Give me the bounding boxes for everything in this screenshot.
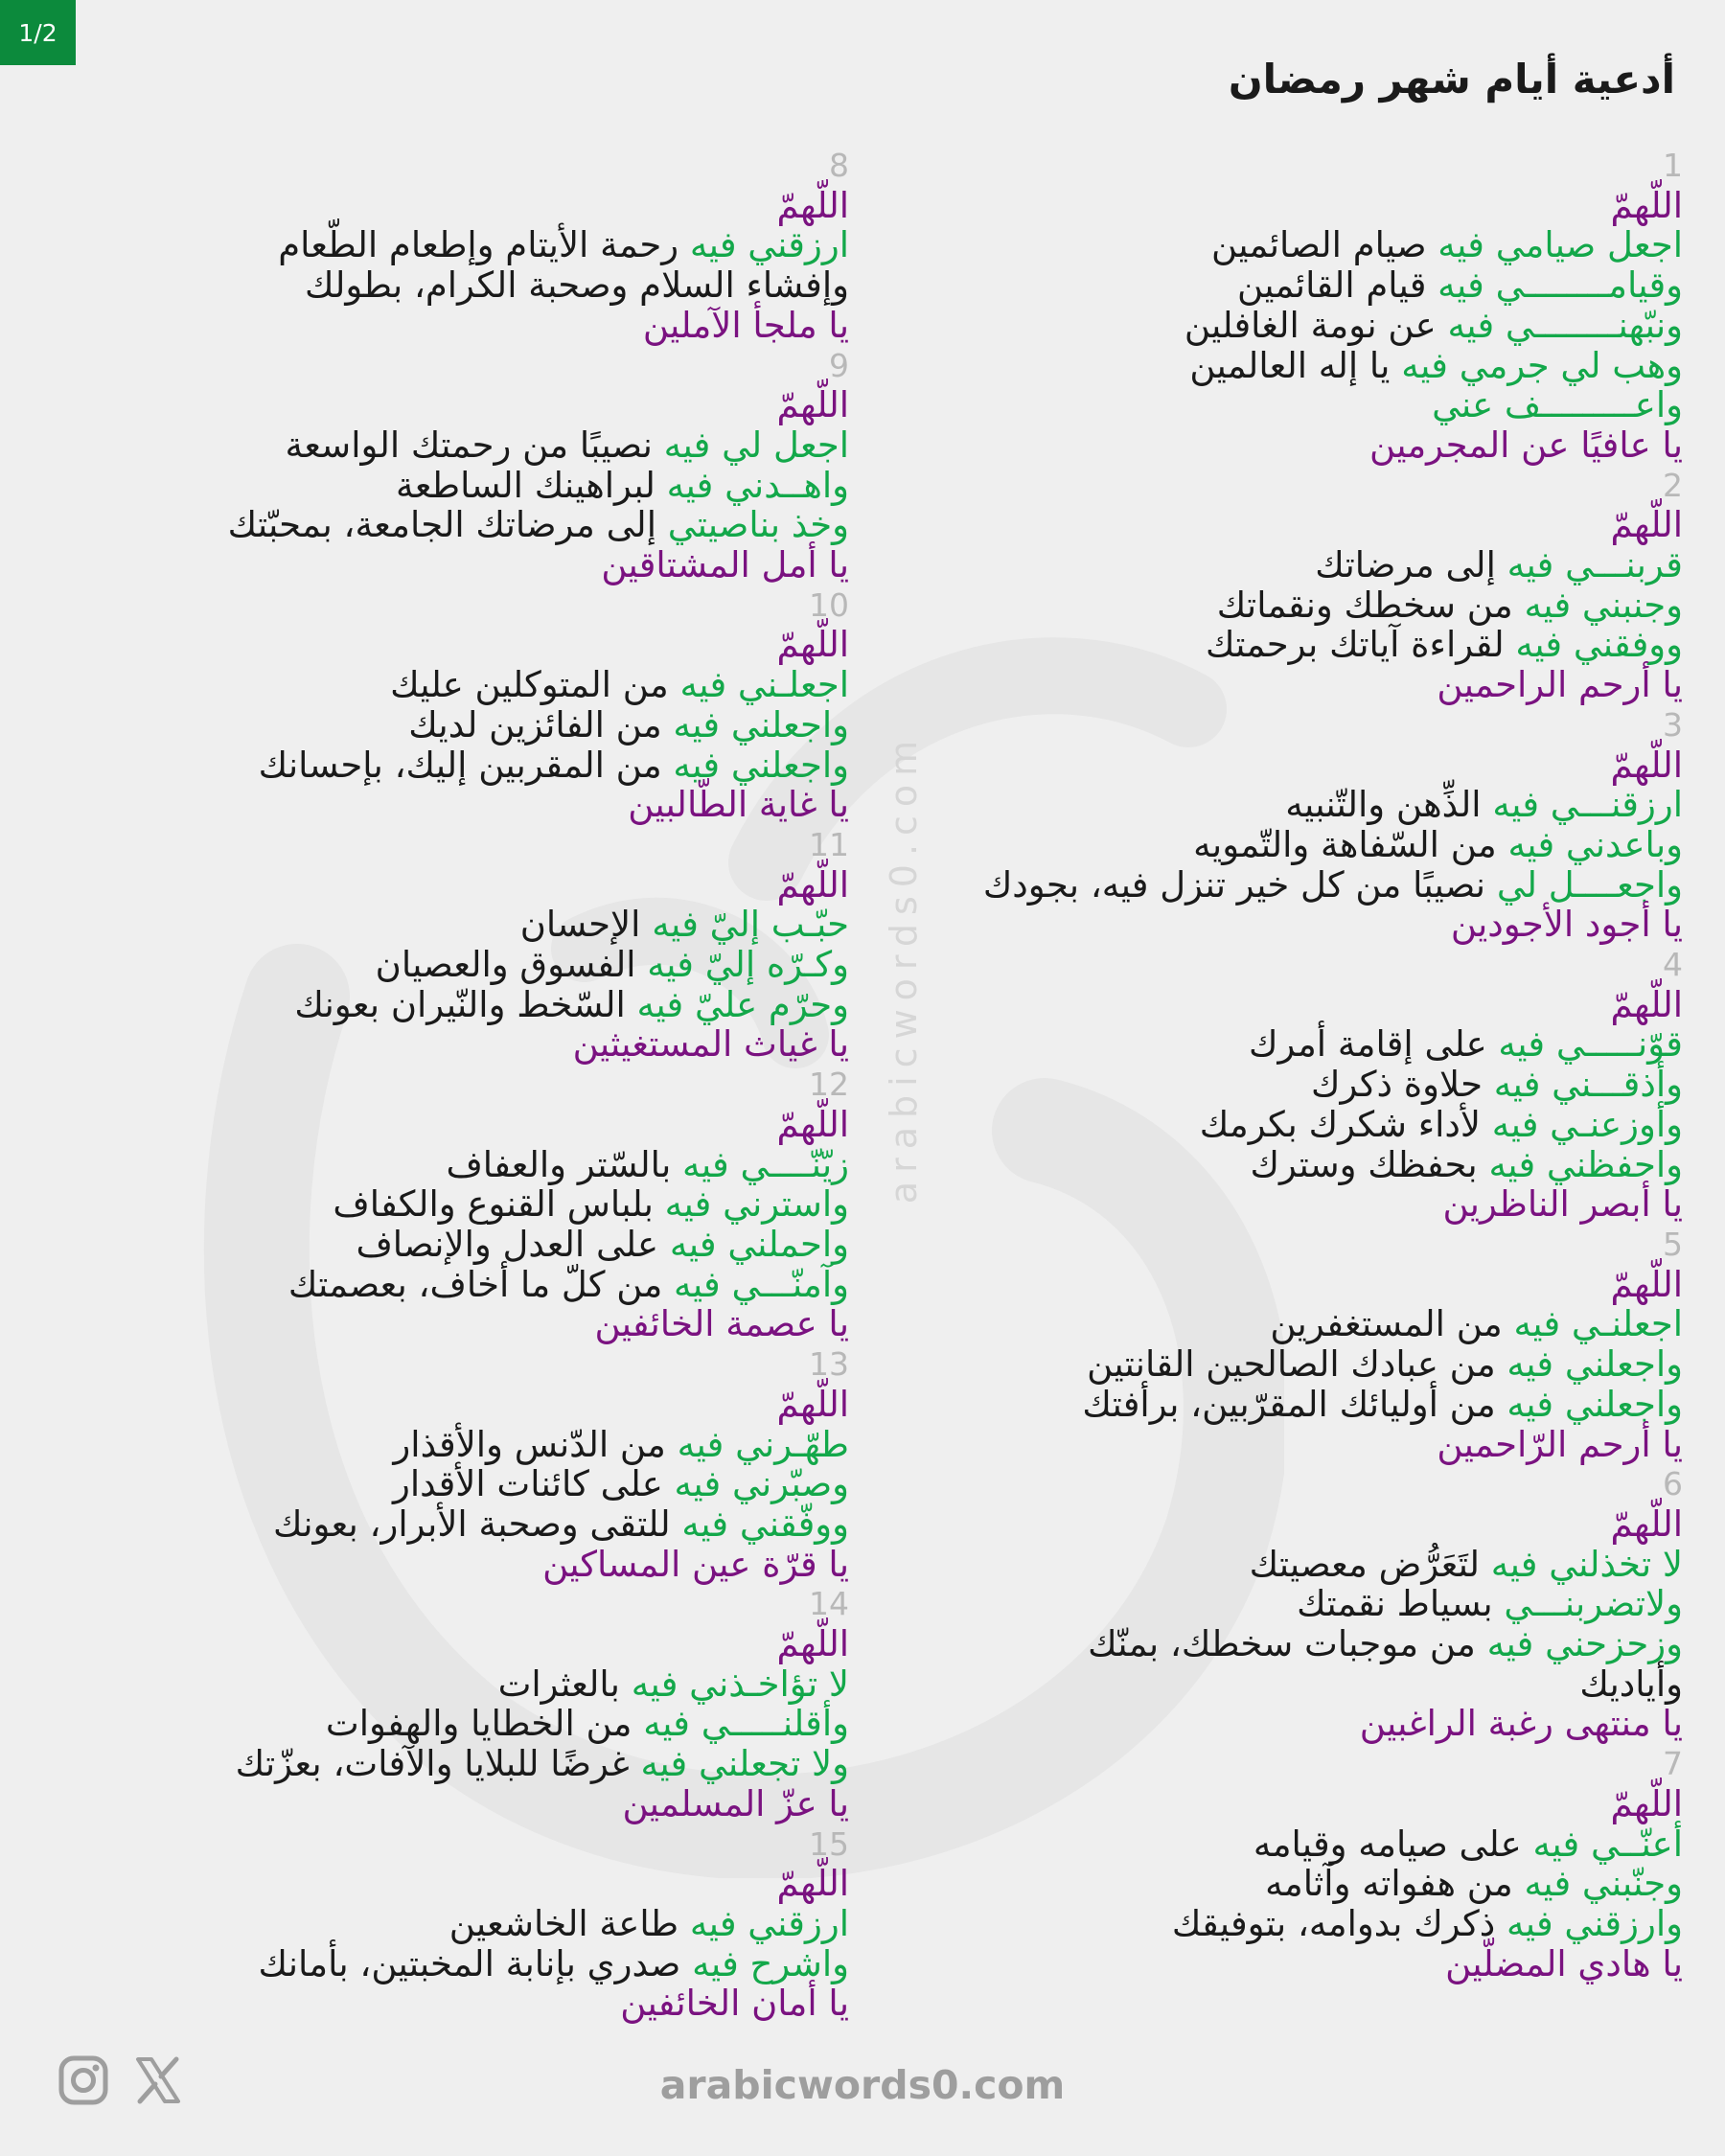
dua-line: [228, 505, 849, 545]
dua-text: على كائنات الأقدار: [393, 1463, 675, 1505]
dua-text: من الدّنس والأقذار: [393, 1423, 678, 1465]
dua-number: 5: [1663, 1225, 1683, 1263]
dua-line: [983, 625, 1683, 665]
dua-text: بالعثرات: [497, 1663, 632, 1705]
dua-text: من الخطايا والهفوات: [325, 1703, 644, 1745]
dua-opening: اللّهمّ: [1610, 1782, 1683, 1824]
dua-text: حلاوة ذكرك: [1310, 1064, 1494, 1106]
dua-closing: يا غياث المستغيثين: [572, 1023, 849, 1066]
dua-closing: يا عصمة الخائفين: [594, 1303, 849, 1345]
dua-closing: يا ملجأ الآملين: [642, 304, 849, 346]
dua-verb: واجعلني فيه: [673, 703, 849, 745]
dua-text: لقراءة آياتك برحمتك: [1205, 624, 1516, 666]
dua-verb: وصبّرني فيه: [674, 1463, 849, 1505]
dua-text: من أوليائك المقرّبين، برأفتك: [1082, 1383, 1507, 1425]
dua-text: من موجبات سخطك، بمنّك: [1088, 1623, 1487, 1665]
dua-line: [983, 346, 1683, 386]
dua-verb: لا تؤاخـذني فيه: [631, 1663, 849, 1705]
dua-closing: يا عزّ المسلمين: [622, 1782, 849, 1824]
dua-line: [983, 1385, 1683, 1425]
dua-line: [983, 1105, 1683, 1145]
dua-line: [983, 785, 1683, 825]
dua-line: [228, 425, 849, 466]
dua-text: طاعة الخاشعين: [448, 1902, 690, 1944]
dua-line: [983, 1065, 1683, 1105]
dua-line: [228, 1504, 849, 1545]
dua-line: [983, 1664, 1683, 1705]
dua-number: 3: [1663, 705, 1683, 744]
dua-text: من هفواته وآثامه: [1265, 1863, 1525, 1905]
dua-verb: وارزقني فيه: [1506, 1902, 1683, 1944]
dua-line: [228, 905, 849, 945]
dua-number: 9: [829, 346, 849, 384]
dua-closing: يا أمان الخائفين: [620, 1983, 849, 2025]
dua-verb: واحملني فيه: [669, 1223, 849, 1265]
dua-line: [228, 1944, 849, 1984]
dua-line: [983, 225, 1683, 265]
dua-verb: ارزقني فيه: [689, 1902, 849, 1944]
dua-block-13: [228, 1344, 849, 1584]
dua-verb: قوّنـــــي فيه: [1498, 1023, 1683, 1066]
dua-closing: يا غاية الطّالبين: [628, 784, 849, 826]
dua-verb: وخذ بناصيتي: [667, 504, 849, 546]
dua-number: 2: [1663, 466, 1683, 504]
dua-text: بسياط نقمتك: [1297, 1583, 1505, 1625]
dua-verb: وجنبني فيه: [1524, 584, 1683, 626]
dua-number: 15: [809, 1824, 849, 1863]
dua-opening: اللّهمّ: [776, 184, 849, 226]
dua-closing: يا أجود الأجودين: [1450, 904, 1683, 946]
dua-line: [983, 385, 1683, 425]
dua-line: [228, 1704, 849, 1744]
dua-line: [228, 265, 849, 306]
dua-verb: ووفقني فيه: [1515, 624, 1683, 666]
dua-verb: وأذقـــني فيه: [1493, 1064, 1683, 1106]
dua-verb: وحرّم عليّ فيه: [636, 983, 849, 1025]
dua-block-4: [983, 945, 1683, 1225]
dua-verb: وقيامــــــــي فيه: [1438, 264, 1683, 307]
dua-verb: وباعدني فيه: [1507, 823, 1683, 865]
dua-opening: اللّهمّ: [776, 1623, 849, 1665]
dua-text: من كلّ ما أخاف، بعصمتك: [288, 1263, 675, 1305]
dua-closing: يا أرحم الرّاحمين: [1437, 1423, 1683, 1465]
dua-line: [983, 825, 1683, 865]
dua-number: 7: [1663, 1745, 1683, 1783]
dua-number: 4: [1663, 946, 1683, 984]
dua-text: ذكرك بدوامه، بتوفيقك: [1171, 1902, 1506, 1944]
dua-closing: يا قرّة عين المساكين: [542, 1543, 849, 1585]
dua-opening: اللّهمّ: [776, 863, 849, 906]
dua-text: بلباس القنوع والكفاف: [333, 1183, 665, 1226]
dua-line: [228, 1425, 849, 1465]
dua-line: [228, 705, 849, 745]
dua-block-9: [228, 346, 849, 585]
dua-text: صيام الصائمين: [1211, 224, 1438, 266]
dua-line: [228, 1184, 849, 1225]
dua-verb: واجعلني فيه: [1506, 1383, 1683, 1425]
dua-number: 10: [809, 585, 849, 624]
dua-text: رحمة الأيتام وإطعام الطّعام: [278, 224, 690, 266]
dua-closing: يا أرحم الراحمين: [1437, 664, 1683, 706]
dua-opening: اللّهمّ: [1610, 184, 1683, 226]
dua-verb: واجعلني فيه: [1506, 1343, 1683, 1386]
dua-text: من عبادك الصالحين القانتين: [1087, 1343, 1507, 1386]
dua-text: للتقى وصحبة الأبرار، بعونك: [273, 1502, 682, 1545]
page-title: أدعية أيام شهر رمضان: [1228, 56, 1675, 103]
dua-verb: واجعــــل لي: [1496, 863, 1683, 906]
dua-block-10: [228, 585, 849, 825]
dua-text: على صيامه وقيامه: [1253, 1823, 1533, 1865]
dua-opening: اللّهمّ: [776, 1103, 849, 1145]
vertical-site-watermark: arabicwords0.com: [883, 731, 925, 1204]
dua-text: الإحسان: [519, 904, 653, 946]
dua-text: قيام القائمين: [1237, 264, 1438, 307]
dua-text: على العدل والإنصاف: [356, 1223, 670, 1265]
dua-line: [228, 1265, 849, 1305]
dua-block-6: [983, 1464, 1683, 1744]
dua-line: [228, 1904, 849, 1944]
dua-verb: زيّنّــــي فيه: [682, 1143, 849, 1185]
dua-text: الذِّهن والتّنبيه: [1285, 784, 1493, 826]
dua-verb: حبّـب إليّ فيه: [652, 904, 849, 946]
dua-line: [983, 585, 1683, 626]
dua-line: [228, 225, 849, 265]
dua-verb: وجنّبني فيه: [1524, 1863, 1683, 1905]
dua-opening: اللّهمّ: [1610, 744, 1683, 786]
dua-verb: ارزقنـــي فيه: [1492, 784, 1683, 826]
dua-verb: اجعل صيامي فيه: [1438, 224, 1683, 266]
dua-verb: واشرح فيه: [692, 1942, 849, 1984]
dua-text: من السّفاهة والتّمويه: [1193, 823, 1508, 865]
dua-text: على إقامة أمرك: [1249, 1023, 1499, 1066]
dua-number: 12: [809, 1066, 849, 1104]
page-indicator-badge: 1/2: [0, 0, 76, 65]
dua-verb: وأقلنـــــي فيه: [643, 1703, 849, 1745]
dua-block-12: [228, 1065, 849, 1344]
dua-block-8: [228, 146, 849, 346]
dua-line: [228, 1664, 849, 1705]
dua-line: [983, 1545, 1683, 1585]
dua-line: [983, 1584, 1683, 1624]
dua-text: السّخط والنّيران بعونك: [294, 983, 637, 1025]
dua-text: لأداء شكرك بكرمك: [1199, 1103, 1492, 1145]
dua-opening: اللّهمّ: [1610, 983, 1683, 1025]
dua-text: إلى مرضاتك الجامعة، بمحبّتك: [227, 504, 668, 546]
dua-line: [983, 306, 1683, 346]
dua-block-5: [983, 1225, 1683, 1464]
dua-closing: يا أمل المشتاقين: [601, 544, 849, 586]
dua-block-14: [228, 1584, 849, 1823]
dua-block-11: [228, 825, 849, 1065]
dua-line: [983, 1024, 1683, 1065]
dua-opening: اللّهمّ: [1610, 1502, 1683, 1545]
dua-text: من المستغفرين: [1270, 1303, 1514, 1345]
dua-block-2: [983, 466, 1683, 705]
dua-line: [983, 265, 1683, 306]
dua-verb: أعنّــي فيه: [1532, 1823, 1683, 1865]
dua-verb: ووفّقني فيه: [681, 1502, 849, 1545]
duas-column-right: [983, 146, 1683, 1984]
dua-block-7: [983, 1744, 1683, 1984]
dua-number: 13: [809, 1345, 849, 1384]
dua-text: بحفظك وسترك: [1250, 1143, 1489, 1185]
dua-closing: يا أبصر الناظرين: [1442, 1183, 1683, 1226]
dua-number: 11: [809, 825, 849, 863]
dua-verb: ارزقني فيه: [689, 224, 849, 266]
dua-line: [228, 745, 849, 786]
dua-verb: ونبّهنــــــــي فيه: [1447, 304, 1683, 346]
dua-opening: اللّهمّ: [776, 624, 849, 666]
dua-line: [228, 665, 849, 705]
dua-verb: وآمنّـــي فيه: [674, 1263, 849, 1305]
dua-verb: واعـــــــــف عني: [1432, 384, 1683, 426]
dua-line: [228, 1225, 849, 1265]
dua-text: نصيبًا من رحمتك الواسعة: [285, 424, 664, 466]
dua-verb: وهب لي جرمي فيه: [1401, 344, 1683, 386]
dua-line: [983, 1904, 1683, 1944]
dua-verb: واهــدني فيه: [666, 464, 849, 506]
dua-opening: اللّهمّ: [1610, 504, 1683, 546]
dua-opening: اللّهمّ: [776, 1863, 849, 1905]
duas-column-left: [228, 146, 849, 2024]
dua-number: 8: [829, 147, 849, 184]
dua-text: من سخطك ونقماتك: [1216, 584, 1525, 626]
dua-verb: واحفظني فيه: [1488, 1143, 1683, 1185]
dua-text: من المتوكلين عليك: [390, 664, 680, 706]
dua-verb: قربنـــي فيه: [1506, 544, 1683, 586]
dua-verb: اجعل لي فيه: [663, 424, 849, 466]
dua-text: لتَعَرُّض معصيتك: [1249, 1543, 1491, 1585]
dua-verb: وزحزحني فيه: [1486, 1623, 1683, 1665]
dua-line: [983, 545, 1683, 585]
dua-line: [983, 1864, 1683, 1904]
dua-opening: اللّهمّ: [776, 384, 849, 426]
dua-line: [228, 945, 849, 985]
dua-verb: واسترني فيه: [664, 1183, 849, 1226]
dua-block-1: [983, 146, 1683, 466]
dua-line: [983, 1344, 1683, 1385]
dua-line: [228, 466, 849, 506]
dua-line: [983, 1304, 1683, 1344]
dua-line: [228, 985, 849, 1025]
dua-number: 14: [809, 1585, 849, 1623]
dua-text: الفسوق والعصيان: [375, 944, 648, 986]
dua-line: [228, 1145, 849, 1185]
dua-number: 6: [1663, 1465, 1683, 1503]
dua-line: [983, 865, 1683, 906]
dua-line: [983, 1145, 1683, 1185]
dua-text: غرضًا للبلايا والآفات، بعزّتك: [235, 1743, 641, 1785]
dua-text: من الفائزين لديك: [408, 703, 674, 745]
dua-opening: اللّهمّ: [776, 1383, 849, 1425]
dua-text: صدري بإنابة المخبتين، بأمانك: [258, 1942, 693, 1984]
dua-text: بالسّتر والعفاف: [446, 1143, 683, 1185]
footer-site-url[interactable]: arabicwords0.com: [659, 2062, 1066, 2108]
dua-verb: وكـرّه إليّ فيه: [647, 944, 849, 986]
dua-verb: طهّـرني فيه: [677, 1423, 849, 1465]
dua-closing: يا هادي المضلّين: [1445, 1942, 1683, 1984]
dua-text: وأياديك: [1579, 1663, 1683, 1705]
dua-opening: اللّهمّ: [1610, 1263, 1683, 1305]
dua-number: 1: [1663, 147, 1683, 184]
dua-verb: لا تخذلني فيه: [1490, 1543, 1683, 1585]
dua-verb: ولاتضربنـــي: [1504, 1583, 1683, 1625]
dua-text: نصيبًا من كل خير تنزل فيه، بجودك: [982, 863, 1497, 906]
dua-text: إلى مرضاتك: [1315, 544, 1507, 586]
dua-verb: واجعلني فيه: [673, 744, 849, 786]
dua-block-15: [228, 1824, 849, 2025]
dua-verb: اجعلـني فيه: [679, 664, 849, 706]
dua-closing: يا منتهى رغبة الراغبين: [1359, 1703, 1683, 1745]
dua-verb: وأوزعنـي فيه: [1491, 1103, 1683, 1145]
dua-closing: يا عافيًا عن المجرمين: [1369, 424, 1683, 466]
dua-verb: اجعلنـي فيه: [1513, 1303, 1683, 1345]
dua-text: عن نومة الغافلين: [1184, 304, 1448, 346]
dua-text: وإفشاء السلام وصحبة الكرام، بطولك: [304, 264, 849, 307]
dua-line: [983, 1624, 1683, 1664]
dua-line: [983, 1824, 1683, 1865]
dua-line: [228, 1744, 849, 1784]
dua-text: من المقربين إليك، بإحسانك: [258, 744, 674, 786]
dua-text: لبراهينك الساطعة: [395, 464, 667, 506]
dua-line: [228, 1464, 849, 1504]
dua-block-3: [983, 705, 1683, 945]
dua-text: يا إله العالمين: [1189, 344, 1402, 386]
dua-verb: ولا تجعلني فيه: [640, 1743, 849, 1785]
